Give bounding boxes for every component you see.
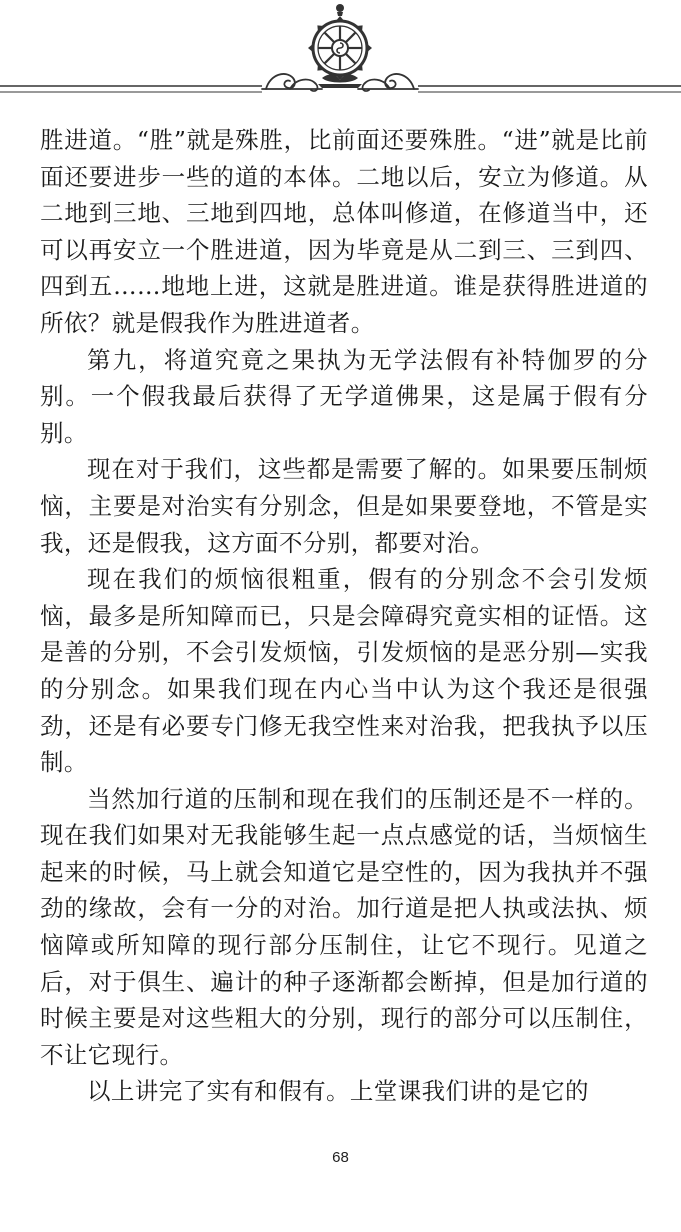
header-ornament-graphic [0, 0, 681, 105]
page-header-ornament [0, 0, 681, 105]
body-text [40, 122, 648, 1110]
page-number: 68 [332, 1149, 349, 1166]
paragraph: 现在对于我们，这些都是需要了解的。如果要压制烦恼，主要是对治实有分别念，但是如果要登地，不管是实我，还是假我，这方面不分别，都要对治。 [40, 455, 648, 557]
paragraph: 当然加行道的压制和现在我们的压制还是不一样的。现在我们如果对无我能够生起一点点感觉的话，当烦恼生起来的时候，马上就会知道它是空性的，因为我执并不强劲的缘故，会有一分的对治。加行道是把人执或法执、烦恼障或所知障的现行部分压制住，让它不现行。见道之后，对于俱生、遍计的种子逐渐都会断掉，但是加行道的时候主要是对这些粗大的分别，现行的部分可以压制住，不让它现行。 [40, 784, 648, 1069]
paragraph: 胜进道。“胜”就是殊胜，比前面还要殊胜。“进”就是比前面还要进步一些的道的本体。二地以后，安立为修道。从二地到三地、三地到四地，总体叫修道，在修道当中，还可以再安立一个胜进道，因为毕竟是从二到三、三到四、四到五……地地上进，这就是胜进道。谁是获得胜进道的所依？就是假我作为胜进道者。 [40, 126, 648, 337]
paragraph: 现在我们的烦恼很粗重，假有的分别念不会引发烦恼，最多是所知障而已，只是会障碍究竟实相的证悟。这是善的分别，不会引发烦恼，引发烦恼的是恶分别—实我的分别念。如果我们现在内心当中认为这个我还是很强劲，还是有必要专门修无我空性来对治我，把我执予以压制。 [40, 565, 648, 777]
paragraph: 第九，将道究竟之果执为无学法假有补特伽罗的分别。一个假我最后获得了无学道佛果，这是属于假有分别。 [40, 345, 648, 447]
paragraph: 以上讲完了实有和假有。上堂课我们讲的是它的 [87, 1077, 589, 1106]
